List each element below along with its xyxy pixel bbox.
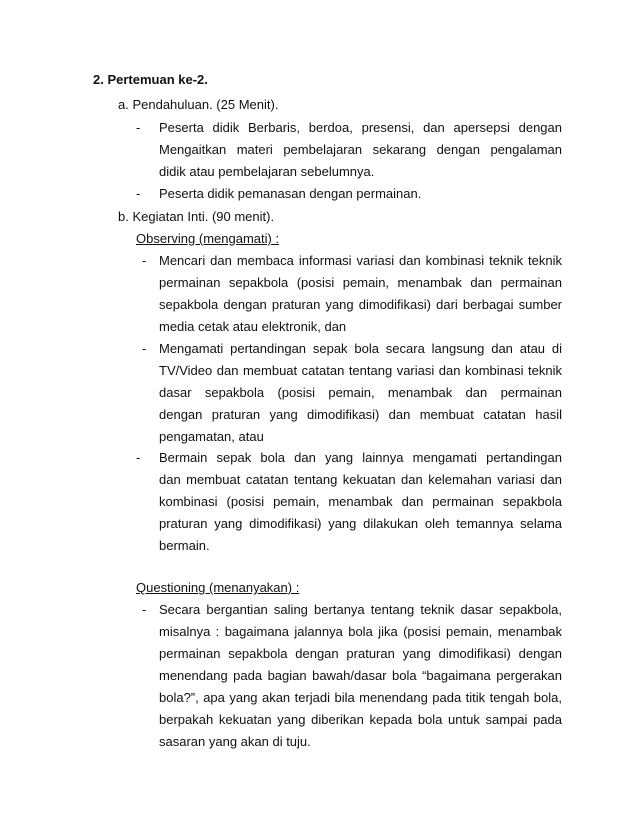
observing-title: Observing (mengamati) : xyxy=(136,231,280,246)
bullet-dash: - xyxy=(142,341,147,356)
paragraph-line: kombinasi (posisi pemain, menambak dan permainan sepakbola xyxy=(159,494,562,509)
paragraph-line: Bermain sepak bola dan yang lainnya mengamati pertandingan xyxy=(159,450,562,465)
paragraph-line: bola?”, apa yang akan terjadi bila menendang pada titik tengah bola, xyxy=(159,690,562,705)
section-b-label: b. Kegiatan Inti. (90 menit). xyxy=(118,209,275,224)
paragraph-line: menendang pada bagian bawah/dasar bola “bagaimana pergerakan xyxy=(159,668,562,683)
paragraph-line: bermain. xyxy=(159,538,210,553)
paragraph-line: TV/Video dan membuat catatan tentang variasi dan kombinasi teknik xyxy=(159,363,562,378)
paragraph-line: didik atau pembelajaran sebelumnya. xyxy=(159,164,375,179)
bullet-dash: - xyxy=(136,450,141,465)
paragraph-line: Secara bergantian saling bertanya tentang teknik dasar sepakbola, xyxy=(159,602,562,617)
section-heading: 2. Pertemuan ke-2. xyxy=(93,72,208,87)
paragraph-line: sasaran yang akan di tuju. xyxy=(159,734,311,749)
paragraph-line: dan membuat catatan tentang kekuatan dan kelemahan variasi dan xyxy=(159,472,562,487)
paragraph-line: Mengamati pertandingan sepak bola secara langsung dan atau di xyxy=(159,341,562,356)
paragraph-line: berpakah kekuatan yang diberikan kepada bola untuk sampai pada xyxy=(159,712,562,727)
paragraph-line: Mencari dan membaca informasi variasi dan kombinasi teknik teknik xyxy=(159,253,562,268)
questioning-title: Questioning (menanyakan) : xyxy=(136,580,300,595)
paragraph-line: dasar sepakbola (posisi pemain, menambak dan permainan xyxy=(159,385,562,400)
paragraph-line: misalnya : bagaimana jalannya bola jika (posisi pemain, menambak xyxy=(159,624,562,639)
paragraph-line: praturan yang dimodifikasi) yang dilakukan oleh temannya selama xyxy=(159,516,562,531)
bullet-dash: - xyxy=(142,602,147,617)
bullet-dash: - xyxy=(136,186,141,201)
bullet-dash: - xyxy=(142,253,147,268)
paragraph-line: sepakbola dengan praturan yang dimodifikasi) dari berbagai sumber xyxy=(159,297,562,312)
bullet-dash: - xyxy=(136,120,141,135)
paragraph-line: permainan sepakbola dengan praturan yang dimodifikasi) dengan xyxy=(159,646,562,661)
paragraph-line: Peserta didik Berbaris, berdoa, presensi, dan apersepsi dengan xyxy=(159,120,562,135)
section-a-label: a. Pendahuluan. (25 Menit). xyxy=(118,97,279,112)
paragraph-line: pengamatan, atau xyxy=(159,429,264,444)
paragraph-line: dengan praturan yang dimodifikasi) dan membuat catatan hasil xyxy=(159,407,562,422)
paragraph-line: media cetak atau elektronik, dan xyxy=(159,319,347,334)
paragraph-line: Peserta didik pemanasan dengan permainan. xyxy=(159,186,422,201)
paragraph-line: Mengaitkan materi pembelajaran sekarang dengan pengalaman xyxy=(159,142,562,157)
paragraph-line: permainan sepakbola (posisi pemain, menambak dan permainan xyxy=(159,275,562,290)
